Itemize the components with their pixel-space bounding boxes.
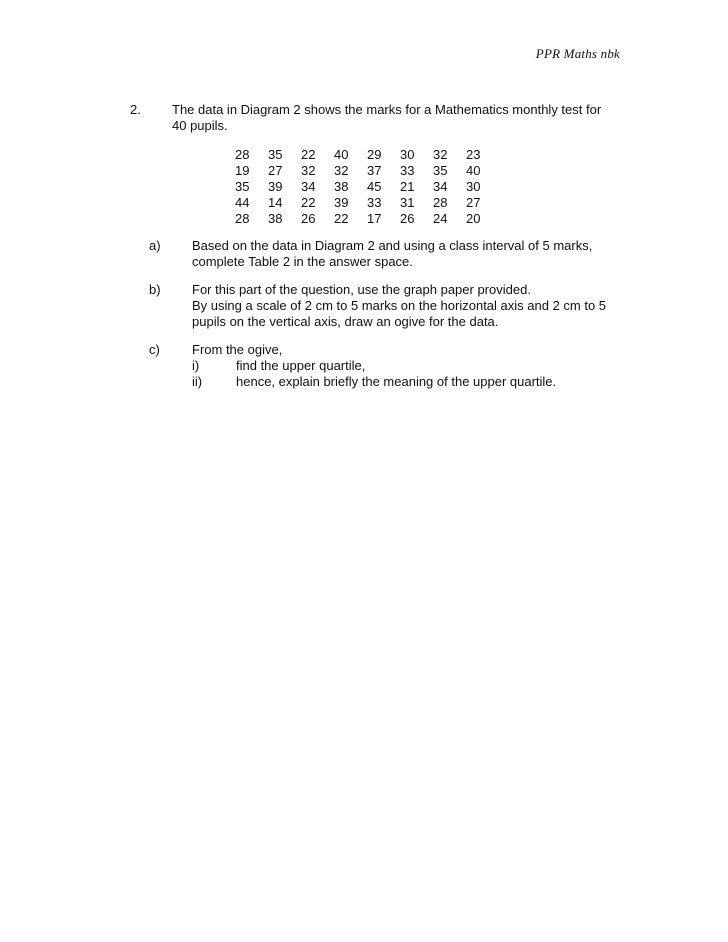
data-cell: 32: [301, 163, 316, 178]
data-cell: 34: [433, 179, 448, 194]
part-label: b): [149, 282, 161, 297]
data-cell: 26: [400, 211, 415, 226]
subpart-label: i): [192, 358, 200, 373]
data-cell: 39: [334, 195, 349, 210]
data-cell: 27: [268, 163, 283, 178]
subpart-text: find the upper quartile,: [236, 358, 366, 373]
question-stem: The data in Diagram 2 shows the marks for a Mathematics monthly test for 40 pupils.: [172, 102, 602, 133]
part-line: Based on the data in Diagram 2 and using a class interval of 5 marks,: [192, 238, 593, 253]
subpart-ii: [192, 374, 632, 390]
part-line: pupils on the vertical axis, draw an ogive for the data.: [192, 314, 499, 329]
part-line: From the ogive,: [192, 342, 283, 357]
part-line: complete Table 2 in the answer space.: [192, 254, 413, 269]
data-cell: 21: [400, 179, 415, 194]
data-cell: 30: [400, 147, 415, 162]
data-cell: 14: [268, 195, 283, 210]
data-cell: 31: [400, 195, 415, 210]
part-line: For this part of the question, use the graph paper provided.: [192, 282, 531, 297]
data-cell: 38: [334, 179, 349, 194]
question-number: 2.: [130, 102, 141, 117]
data-cell: 35: [433, 163, 448, 178]
data-cell: 38: [268, 211, 283, 226]
subpart-text: hence, explain briefly the meaning of the upper quartile.: [236, 374, 557, 389]
data-cell: 44: [235, 195, 250, 210]
data-cell: 22: [334, 211, 349, 226]
page-header: PPR Maths nbk: [535, 46, 620, 61]
data-cell: 34: [301, 179, 316, 194]
part-label: a): [149, 238, 161, 253]
data-cell: 22: [301, 195, 316, 210]
data-cell: 23: [466, 147, 481, 162]
data-cell: 24: [433, 211, 448, 226]
data-cell: 29: [367, 147, 382, 162]
data-cell: 33: [400, 163, 415, 178]
data-cell: 39: [268, 179, 283, 194]
data-cell: 28: [235, 211, 250, 226]
table-row: [235, 163, 499, 179]
table-row: [235, 211, 499, 227]
data-cell: 35: [235, 179, 250, 194]
data-cell: 22: [301, 147, 316, 162]
data-cell: 26: [301, 211, 316, 226]
data-cell: 32: [433, 147, 448, 162]
data-cell: 37: [367, 163, 382, 178]
data-cell: 28: [235, 147, 250, 162]
data-cell: 30: [466, 179, 481, 194]
table-row: [235, 195, 499, 211]
subpart-label: ii): [192, 374, 203, 389]
part-text: [192, 342, 632, 390]
part-label: c): [149, 342, 160, 357]
table-row: [235, 147, 499, 163]
part-text: [192, 282, 632, 330]
part-text: [192, 238, 632, 270]
data-cell: 27: [466, 195, 481, 210]
data-cell: 17: [367, 211, 382, 226]
subpart-i: [192, 358, 632, 374]
part-line: By using a scale of 2 cm to 5 marks on the horizontal axis and 2 cm to 5: [192, 298, 607, 313]
data-cell: 45: [367, 179, 382, 194]
table-row: [235, 179, 499, 195]
data-cell: 20: [466, 211, 481, 226]
data-cell: 19: [235, 163, 250, 178]
data-table: [235, 147, 499, 227]
data-cell: 35: [268, 147, 283, 162]
data-cell: 40: [334, 147, 349, 162]
data-cell: 28: [433, 195, 448, 210]
data-cell: 33: [367, 195, 382, 210]
data-cell: 40: [466, 163, 481, 178]
data-cell: 32: [334, 163, 349, 178]
